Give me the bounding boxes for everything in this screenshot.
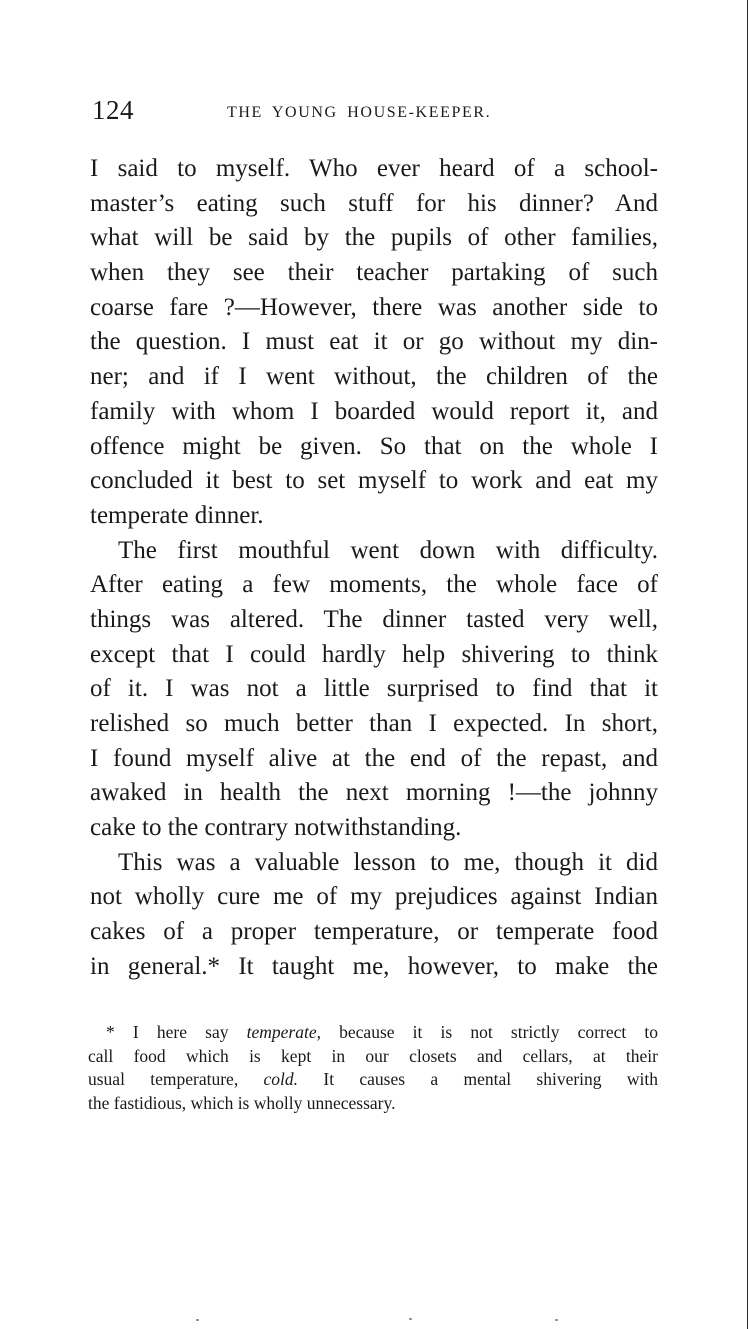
footnote-line: [88, 1068, 658, 1092]
text-line: things was altered. The dinner tasted very well,: [90, 605, 658, 633]
text-line: not wholly cure me of my prejudices against Indian: [90, 883, 658, 911]
print-specks: [0, 1318, 750, 1322]
text-line: After eating a few moments, the whole face of: [90, 571, 658, 599]
footnote-line: [88, 1021, 658, 1045]
text-line: cakes of a proper temperature, or temperate food: [90, 918, 658, 946]
text-line: ner; and if I went without, the children of the: [90, 363, 658, 391]
text-line: of it. I was not a little surprised to find that it: [90, 675, 658, 703]
body-text: [90, 152, 658, 985]
text-line: what will be said by the pupils of other families,: [90, 224, 658, 252]
text-line: family with whom I boarded would report it, and: [90, 397, 658, 425]
footnote: [88, 1021, 658, 1115]
text-line: master’s eating such stuff for his dinner? And: [90, 189, 658, 217]
text-line: coarse fare ?—However, there was another side to: [90, 293, 658, 321]
text-line: temperate dinner.: [90, 501, 264, 529]
text-line: relished so much better than I expected. In short,: [90, 710, 658, 737]
text-line: awaked in health the next morning !—the johnny: [90, 779, 658, 807]
text-line: I said to myself. Who ever heard of a school-: [90, 155, 658, 182]
footnote-emphasis: temperate,: [246, 1022, 321, 1042]
footnote-line: call food which is kept in our closets and cellars, at their: [88, 1045, 658, 1066]
text-line: except that I could hardly help shivering to think: [90, 640, 658, 668]
footnote-text: because it is not strictly correct to: [321, 1022, 658, 1042]
print-speck: [555, 1319, 558, 1321]
footnote-text: It causes a mental shivering with: [298, 1069, 658, 1089]
text-line: in general.* It taught me, however, to make the: [90, 952, 658, 980]
page-header: [92, 95, 662, 135]
text-line: This was a valuable lesson to me, though it did: [118, 848, 658, 876]
footnote-text: usual temperature,: [88, 1069, 264, 1089]
footnote-text: * I here say: [106, 1022, 247, 1042]
text-line: The first mouthful went down with difficulty.: [118, 536, 658, 564]
text-line: I found myself alive at the end of the repast, and: [90, 744, 658, 772]
text-line: offence might be given. So that on the whole I: [90, 432, 658, 460]
text-line: the question. I must eat it or go without my din-: [90, 328, 658, 356]
running-title: THE YOUNG HOUSE-KEEPER.: [227, 104, 492, 121]
text-line: cake to the contrary notwithstanding.: [90, 814, 462, 842]
footnote-line: the fastidious, which is wholly unnecessary.: [88, 1092, 396, 1113]
text-line: concluded it best to set myself to work and eat my: [90, 467, 658, 495]
text-line: when they see their teacher partaking of such: [90, 259, 658, 287]
print-speck: [196, 1319, 199, 1321]
print-speck: [409, 1318, 412, 1320]
page-edge-line: [747, 0, 748, 1329]
page-number: 124: [92, 95, 134, 125]
footnote-emphasis: cold.: [263, 1069, 299, 1089]
